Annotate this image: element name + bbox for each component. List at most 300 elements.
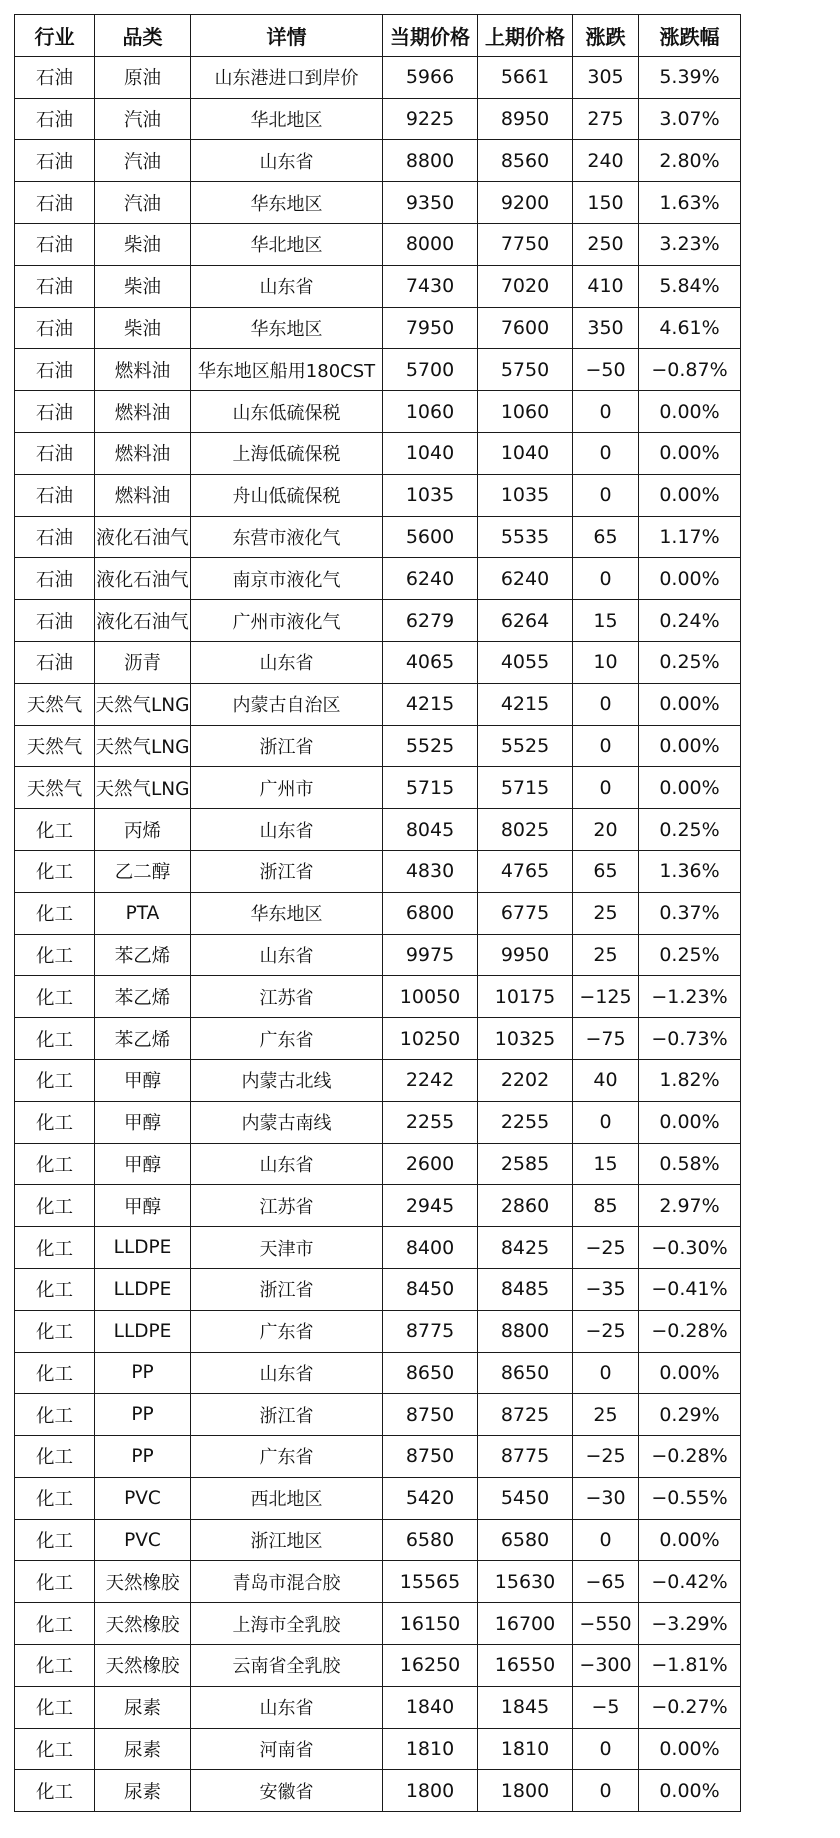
price-table: [14, 14, 741, 1812]
cell-change-pct: 3.07%: [639, 98, 741, 140]
cell-previous-price: 6775: [478, 892, 573, 934]
cell-previous-price: 1040: [478, 432, 573, 474]
cell-industry: 化工: [15, 976, 95, 1018]
cell-industry: 化工: [15, 1686, 95, 1728]
cell-change: −75: [573, 1018, 639, 1060]
table-row: [15, 1227, 741, 1269]
cell-current-price: 10050: [383, 976, 478, 1018]
cell-change-pct: 5.39%: [639, 56, 741, 98]
cell-detail: 华东地区: [191, 182, 383, 224]
cell-detail: 山东省: [191, 641, 383, 683]
cell-detail: 华北地区: [191, 98, 383, 140]
table-row: [15, 98, 741, 140]
cell-change: 0: [573, 432, 639, 474]
cell-change-pct: −0.55%: [639, 1477, 741, 1519]
cell-change: 25: [573, 892, 639, 934]
cell-detail: 安徽省: [191, 1770, 383, 1812]
cell-previous-price: 5715: [478, 767, 573, 809]
cell-change-pct: −0.87%: [639, 349, 741, 391]
cell-change: 0: [573, 1352, 639, 1394]
cell-previous-price: 9950: [478, 934, 573, 976]
cell-detail: 山东省: [191, 140, 383, 182]
cell-category: LLDPE: [95, 1268, 191, 1310]
header-row: [15, 15, 741, 57]
cell-change-pct: 0.25%: [639, 934, 741, 976]
cell-change: 85: [573, 1185, 639, 1227]
cell-current-price: 16250: [383, 1645, 478, 1687]
cell-category: PP: [95, 1394, 191, 1436]
cell-previous-price: 8560: [478, 140, 573, 182]
cell-previous-price: 8800: [478, 1310, 573, 1352]
cell-current-price: 15565: [383, 1561, 478, 1603]
cell-current-price: 4830: [383, 850, 478, 892]
cell-previous-price: 16550: [478, 1645, 573, 1687]
cell-previous-price: 2860: [478, 1185, 573, 1227]
cell-category: 燃料油: [95, 391, 191, 433]
cell-detail: 山东省: [191, 1143, 383, 1185]
cell-change: 0: [573, 474, 639, 516]
cell-category: 甲醇: [95, 1059, 191, 1101]
cell-industry: 石油: [15, 391, 95, 433]
cell-change-pct: −0.42%: [639, 1561, 741, 1603]
cell-previous-price: 1060: [478, 391, 573, 433]
cell-change: −50: [573, 349, 639, 391]
cell-change: 275: [573, 98, 639, 140]
cell-previous-price: 8650: [478, 1352, 573, 1394]
cell-detail: 广东省: [191, 1310, 383, 1352]
cell-change-pct: −0.41%: [639, 1268, 741, 1310]
cell-industry: 石油: [15, 516, 95, 558]
cell-detail: 河南省: [191, 1728, 383, 1770]
cell-change-pct: −1.23%: [639, 976, 741, 1018]
cell-change: 10: [573, 641, 639, 683]
cell-detail: 山东省: [191, 934, 383, 976]
header-previous-price: 上期价格: [478, 15, 573, 57]
cell-detail: 山东省: [191, 265, 383, 307]
cell-category: 甲醇: [95, 1143, 191, 1185]
cell-category: 柴油: [95, 307, 191, 349]
cell-detail: 云南省全乳胶: [191, 1645, 383, 1687]
cell-category: 苯乙烯: [95, 1018, 191, 1060]
cell-industry: 化工: [15, 892, 95, 934]
cell-industry: 化工: [15, 1101, 95, 1143]
cell-current-price: 9975: [383, 934, 478, 976]
cell-current-price: 4215: [383, 683, 478, 725]
cell-change-pct: 1.17%: [639, 516, 741, 558]
header-detail: 详情: [191, 15, 383, 57]
cell-category: 燃料油: [95, 432, 191, 474]
cell-current-price: 2255: [383, 1101, 478, 1143]
cell-previous-price: 6580: [478, 1519, 573, 1561]
cell-category: 汽油: [95, 140, 191, 182]
cell-previous-price: 1800: [478, 1770, 573, 1812]
table-row: [15, 182, 741, 224]
cell-industry: 石油: [15, 641, 95, 683]
cell-change: −25: [573, 1227, 639, 1269]
cell-category: 柴油: [95, 265, 191, 307]
cell-category: 原油: [95, 56, 191, 98]
cell-previous-price: 8025: [478, 809, 573, 851]
cell-current-price: 8045: [383, 809, 478, 851]
cell-category: 沥青: [95, 641, 191, 683]
table-row: [15, 1310, 741, 1352]
cell-detail: 东营市液化气: [191, 516, 383, 558]
cell-industry: 石油: [15, 182, 95, 224]
cell-category: PP: [95, 1436, 191, 1478]
cell-change: 40: [573, 1059, 639, 1101]
table-row: [15, 1686, 741, 1728]
cell-detail: 浙江省: [191, 1268, 383, 1310]
cell-change-pct: −0.73%: [639, 1018, 741, 1060]
cell-change: 0: [573, 1519, 639, 1561]
cell-industry: 天然气: [15, 683, 95, 725]
cell-change: 410: [573, 265, 639, 307]
cell-industry: 石油: [15, 265, 95, 307]
cell-industry: 化工: [15, 1268, 95, 1310]
cell-previous-price: 2255: [478, 1101, 573, 1143]
cell-previous-price: 8775: [478, 1436, 573, 1478]
cell-change: −125: [573, 976, 639, 1018]
cell-change-pct: 0.24%: [639, 600, 741, 642]
cell-current-price: 1840: [383, 1686, 478, 1728]
cell-change: 25: [573, 934, 639, 976]
cell-change-pct: 1.36%: [639, 850, 741, 892]
cell-current-price: 1035: [383, 474, 478, 516]
cell-detail: 山东港进口到岸价: [191, 56, 383, 98]
cell-industry: 石油: [15, 600, 95, 642]
cell-detail: 山东省: [191, 1686, 383, 1728]
cell-change-pct: 0.29%: [639, 1394, 741, 1436]
cell-current-price: 5715: [383, 767, 478, 809]
table-row: [15, 391, 741, 433]
cell-previous-price: 10175: [478, 976, 573, 1018]
table-body: [15, 56, 741, 1811]
header-change-pct: 涨跌幅: [639, 15, 741, 57]
cell-change-pct: 0.00%: [639, 1352, 741, 1394]
cell-category: 天然气LNG: [95, 767, 191, 809]
cell-change-pct: −0.30%: [639, 1227, 741, 1269]
table-row: [15, 850, 741, 892]
cell-detail: 广东省: [191, 1436, 383, 1478]
cell-industry: 石油: [15, 56, 95, 98]
cell-previous-price: 8425: [478, 1227, 573, 1269]
cell-change: 250: [573, 223, 639, 265]
cell-change-pct: 0.25%: [639, 641, 741, 683]
cell-current-price: 5700: [383, 349, 478, 391]
cell-change: 0: [573, 725, 639, 767]
cell-change: −30: [573, 1477, 639, 1519]
cell-category: 汽油: [95, 98, 191, 140]
cell-detail: 山东低硫保税: [191, 391, 383, 433]
cell-change-pct: 0.00%: [639, 1728, 741, 1770]
cell-category: 尿素: [95, 1686, 191, 1728]
cell-detail: 西北地区: [191, 1477, 383, 1519]
cell-detail: 舟山低硫保税: [191, 474, 383, 516]
table-row: [15, 600, 741, 642]
cell-change-pct: 0.00%: [639, 725, 741, 767]
cell-category: 液化石油气: [95, 600, 191, 642]
cell-industry: 化工: [15, 1059, 95, 1101]
cell-industry: 石油: [15, 474, 95, 516]
cell-change: 0: [573, 683, 639, 725]
cell-detail: 内蒙古北线: [191, 1059, 383, 1101]
table-row: [15, 56, 741, 98]
cell-previous-price: 5661: [478, 56, 573, 98]
cell-change: 25: [573, 1394, 639, 1436]
cell-industry: 石油: [15, 307, 95, 349]
cell-previous-price: 7750: [478, 223, 573, 265]
table-row: [15, 767, 741, 809]
cell-industry: 石油: [15, 140, 95, 182]
cell-current-price: 8775: [383, 1310, 478, 1352]
cell-current-price: 9350: [383, 182, 478, 224]
cell-change-pct: 0.00%: [639, 558, 741, 600]
cell-change: 0: [573, 1101, 639, 1143]
cell-category: 燃料油: [95, 474, 191, 516]
cell-industry: 化工: [15, 1519, 95, 1561]
cell-change: −550: [573, 1603, 639, 1645]
cell-detail: 华北地区: [191, 223, 383, 265]
cell-category: 丙烯: [95, 809, 191, 851]
cell-change-pct: −0.28%: [639, 1436, 741, 1478]
cell-change: 350: [573, 307, 639, 349]
cell-current-price: 6279: [383, 600, 478, 642]
cell-previous-price: 1845: [478, 1686, 573, 1728]
cell-current-price: 2600: [383, 1143, 478, 1185]
cell-category: 燃料油: [95, 349, 191, 391]
cell-previous-price: 5750: [478, 349, 573, 391]
cell-industry: 天然气: [15, 725, 95, 767]
table-row: [15, 1394, 741, 1436]
cell-detail: 浙江地区: [191, 1519, 383, 1561]
cell-change: 0: [573, 558, 639, 600]
cell-change-pct: 0.00%: [639, 432, 741, 474]
cell-current-price: 8800: [383, 140, 478, 182]
cell-category: 苯乙烯: [95, 934, 191, 976]
cell-current-price: 9225: [383, 98, 478, 140]
cell-previous-price: 2585: [478, 1143, 573, 1185]
cell-industry: 化工: [15, 1394, 95, 1436]
cell-change: 240: [573, 140, 639, 182]
cell-current-price: 7430: [383, 265, 478, 307]
table-row: [15, 474, 741, 516]
table-row: [15, 1603, 741, 1645]
cell-category: LLDPE: [95, 1310, 191, 1352]
cell-previous-price: 6264: [478, 600, 573, 642]
cell-previous-price: 8725: [478, 1394, 573, 1436]
table-row: [15, 349, 741, 391]
cell-previous-price: 1810: [478, 1728, 573, 1770]
cell-detail: 华东地区船用180CST: [191, 349, 383, 391]
table-row: [15, 683, 741, 725]
cell-detail: 广东省: [191, 1018, 383, 1060]
cell-change-pct: 0.00%: [639, 767, 741, 809]
cell-change-pct: 0.00%: [639, 683, 741, 725]
cell-category: 天然气LNG: [95, 683, 191, 725]
cell-current-price: 2945: [383, 1185, 478, 1227]
cell-industry: 化工: [15, 1561, 95, 1603]
table-row: [15, 1561, 741, 1603]
cell-current-price: 1800: [383, 1770, 478, 1812]
cell-previous-price: 5525: [478, 725, 573, 767]
cell-change-pct: −0.27%: [639, 1686, 741, 1728]
cell-previous-price: 9200: [478, 182, 573, 224]
cell-change-pct: 4.61%: [639, 307, 741, 349]
cell-previous-price: 16700: [478, 1603, 573, 1645]
cell-change-pct: 1.82%: [639, 1059, 741, 1101]
cell-change: −5: [573, 1686, 639, 1728]
cell-category: 天然气LNG: [95, 725, 191, 767]
cell-category: PTA: [95, 892, 191, 934]
table-row: [15, 1770, 741, 1812]
cell-category: 甲醇: [95, 1185, 191, 1227]
cell-change: −300: [573, 1645, 639, 1687]
cell-current-price: 7950: [383, 307, 478, 349]
cell-change: −65: [573, 1561, 639, 1603]
cell-detail: 浙江省: [191, 725, 383, 767]
cell-previous-price: 10325: [478, 1018, 573, 1060]
cell-change: −25: [573, 1310, 639, 1352]
cell-change-pct: −3.29%: [639, 1603, 741, 1645]
table-row: [15, 1519, 741, 1561]
cell-current-price: 8400: [383, 1227, 478, 1269]
table-row: [15, 1101, 741, 1143]
cell-industry: 化工: [15, 1185, 95, 1227]
cell-change-pct: 2.97%: [639, 1185, 741, 1227]
cell-current-price: 1060: [383, 391, 478, 433]
table-row: [15, 1352, 741, 1394]
cell-category: PVC: [95, 1519, 191, 1561]
cell-detail: 上海市全乳胶: [191, 1603, 383, 1645]
cell-category: 天然橡胶: [95, 1603, 191, 1645]
cell-industry: 化工: [15, 1477, 95, 1519]
cell-current-price: 6580: [383, 1519, 478, 1561]
cell-category: PP: [95, 1352, 191, 1394]
cell-current-price: 8000: [383, 223, 478, 265]
cell-current-price: 1810: [383, 1728, 478, 1770]
cell-change-pct: 0.37%: [639, 892, 741, 934]
cell-previous-price: 4765: [478, 850, 573, 892]
table-row: [15, 892, 741, 934]
cell-current-price: 5420: [383, 1477, 478, 1519]
table-row: [15, 1018, 741, 1060]
cell-category: LLDPE: [95, 1227, 191, 1269]
table-row: [15, 1185, 741, 1227]
cell-change: 65: [573, 850, 639, 892]
cell-category: 天然橡胶: [95, 1561, 191, 1603]
cell-current-price: 16150: [383, 1603, 478, 1645]
table-row: [15, 558, 741, 600]
cell-change: −25: [573, 1436, 639, 1478]
cell-current-price: 8450: [383, 1268, 478, 1310]
cell-detail: 南京市液化气: [191, 558, 383, 600]
cell-industry: 石油: [15, 223, 95, 265]
cell-change: 15: [573, 1143, 639, 1185]
cell-current-price: 10250: [383, 1018, 478, 1060]
cell-industry: 石油: [15, 432, 95, 474]
cell-change-pct: −0.28%: [639, 1310, 741, 1352]
cell-current-price: 5966: [383, 56, 478, 98]
cell-industry: 化工: [15, 1310, 95, 1352]
table-row: [15, 516, 741, 558]
cell-industry: 化工: [15, 1436, 95, 1478]
cell-category: 天然橡胶: [95, 1645, 191, 1687]
table-row: [15, 1728, 741, 1770]
cell-detail: 浙江省: [191, 850, 383, 892]
cell-industry: 化工: [15, 850, 95, 892]
cell-current-price: 5525: [383, 725, 478, 767]
cell-change-pct: 1.63%: [639, 182, 741, 224]
table-row: [15, 1268, 741, 1310]
cell-industry: 化工: [15, 1770, 95, 1812]
cell-change: 150: [573, 182, 639, 224]
cell-previous-price: 4055: [478, 641, 573, 683]
cell-current-price: 2242: [383, 1059, 478, 1101]
cell-previous-price: 5450: [478, 1477, 573, 1519]
cell-detail: 广州市液化气: [191, 600, 383, 642]
cell-industry: 化工: [15, 809, 95, 851]
cell-detail: 广州市: [191, 767, 383, 809]
cell-detail: 山东省: [191, 809, 383, 851]
table-row: [15, 1436, 741, 1478]
table-row: [15, 1645, 741, 1687]
cell-change: 0: [573, 1728, 639, 1770]
cell-current-price: 8650: [383, 1352, 478, 1394]
cell-industry: 化工: [15, 1227, 95, 1269]
cell-detail: 浙江省: [191, 1394, 383, 1436]
cell-change-pct: 0.00%: [639, 1519, 741, 1561]
table-row: [15, 432, 741, 474]
header-industry: 行业: [15, 15, 95, 57]
cell-category: 液化石油气: [95, 558, 191, 600]
cell-previous-price: 1035: [478, 474, 573, 516]
table-row: [15, 1143, 741, 1185]
cell-change-pct: 0.58%: [639, 1143, 741, 1185]
cell-previous-price: 7020: [478, 265, 573, 307]
cell-industry: 天然气: [15, 767, 95, 809]
cell-detail: 天津市: [191, 1227, 383, 1269]
cell-detail: 青岛市混合胶: [191, 1561, 383, 1603]
cell-detail: 山东省: [191, 1352, 383, 1394]
cell-change-pct: 0.00%: [639, 1770, 741, 1812]
cell-change-pct: 2.80%: [639, 140, 741, 182]
cell-change: 0: [573, 391, 639, 433]
cell-detail: 华东地区: [191, 307, 383, 349]
cell-category: 柴油: [95, 223, 191, 265]
cell-detail: 内蒙古自治区: [191, 683, 383, 725]
cell-current-price: 5600: [383, 516, 478, 558]
header-current-price: 当期价格: [383, 15, 478, 57]
cell-industry: 化工: [15, 1352, 95, 1394]
cell-previous-price: 8485: [478, 1268, 573, 1310]
cell-industry: 化工: [15, 1728, 95, 1770]
cell-change: 15: [573, 600, 639, 642]
cell-category: 汽油: [95, 182, 191, 224]
cell-industry: 石油: [15, 98, 95, 140]
table-row: [15, 641, 741, 683]
cell-change-pct: 0.25%: [639, 809, 741, 851]
cell-previous-price: 15630: [478, 1561, 573, 1603]
cell-category: 甲醇: [95, 1101, 191, 1143]
cell-change: 20: [573, 809, 639, 851]
table-row: [15, 265, 741, 307]
cell-current-price: 1040: [383, 432, 478, 474]
cell-previous-price: 8950: [478, 98, 573, 140]
cell-industry: 化工: [15, 1018, 95, 1060]
cell-industry: 石油: [15, 349, 95, 391]
cell-previous-price: 7600: [478, 307, 573, 349]
cell-previous-price: 4215: [478, 683, 573, 725]
